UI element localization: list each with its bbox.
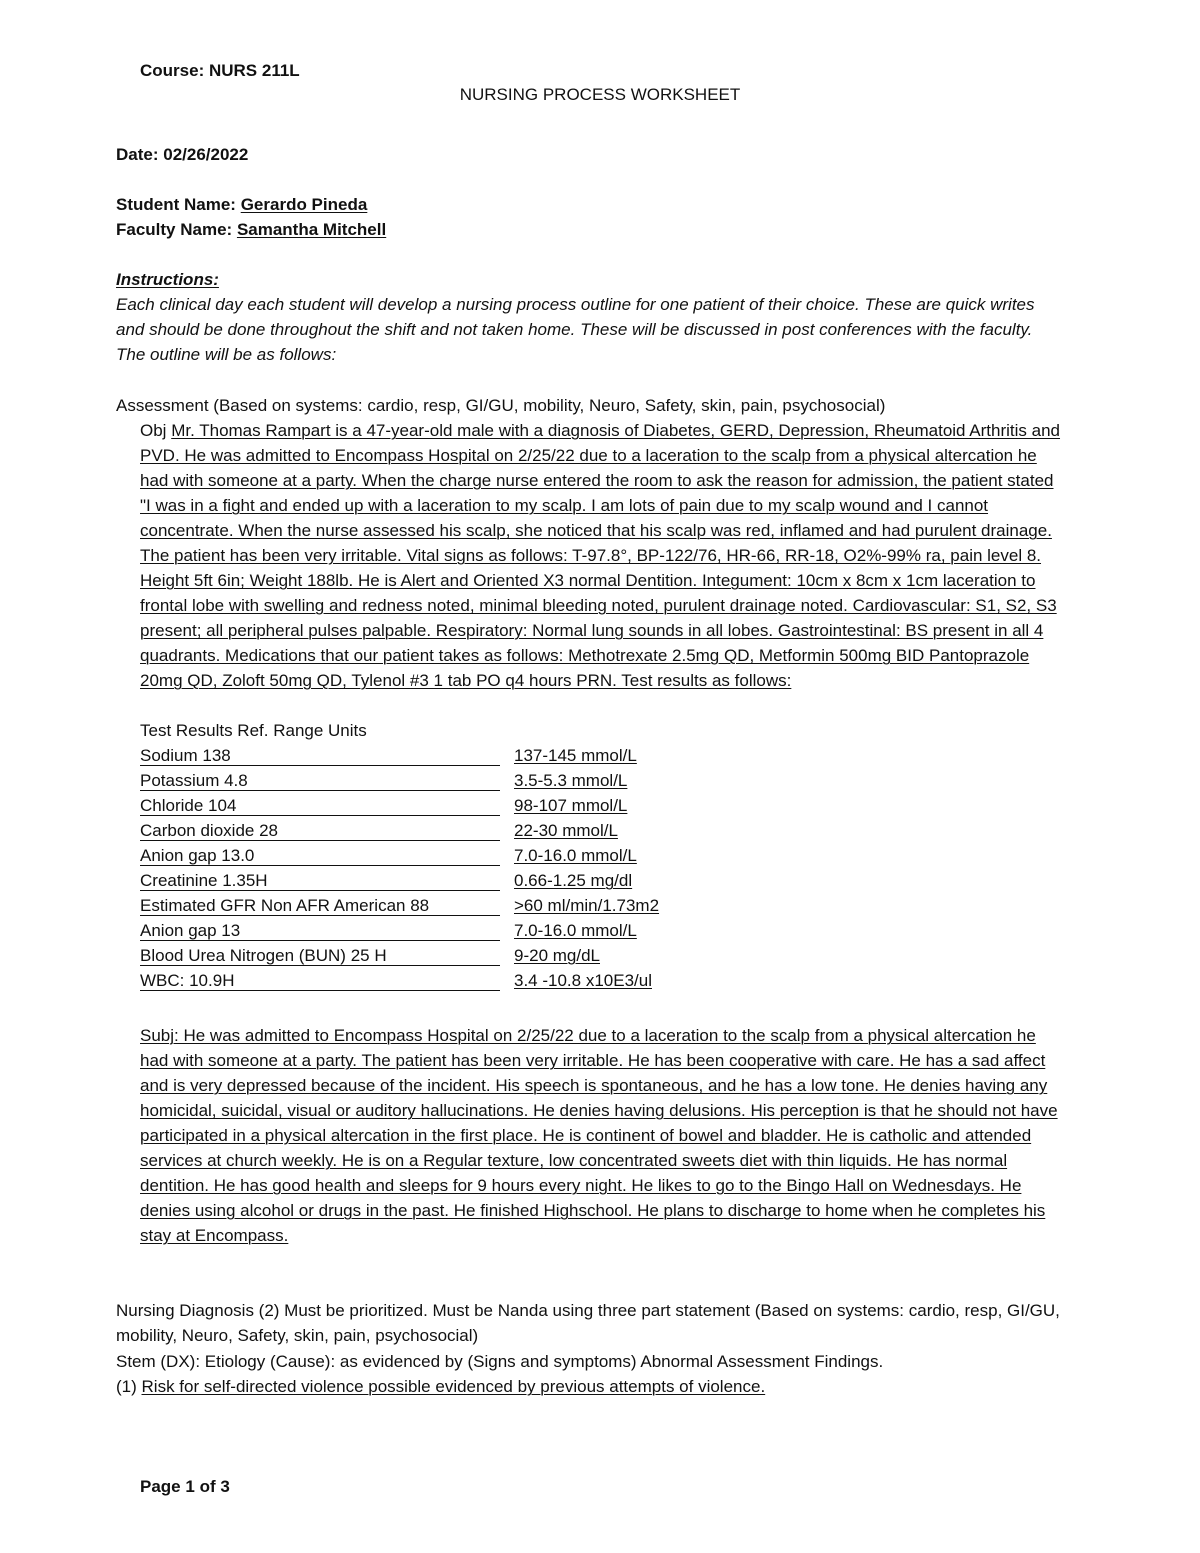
lab-range: 0.66-1.25 mg/dl xyxy=(514,871,633,890)
faculty-name-line xyxy=(116,217,386,242)
lab-range: 22-30 mmol/L xyxy=(514,821,618,840)
faculty-label: Faculty Name: xyxy=(116,220,233,239)
student-label: Student Name: xyxy=(116,195,236,214)
lab-test: Sodium 138 xyxy=(140,743,500,766)
lab-range: 3.5-5.3 mmol/L xyxy=(514,771,628,790)
footer-of: of xyxy=(199,1477,216,1496)
lab-row xyxy=(140,893,700,918)
lab-range: >60 ml/min/1.73m2 xyxy=(514,896,660,915)
diagnosis-item-text: Risk for self-directed violence possible evidenced by previous attempts of violence. xyxy=(141,1377,766,1396)
page-title: NURSING PROCESS WORKSHEET xyxy=(459,85,741,104)
lab-test: Blood Urea Nitrogen (BUN) 25 H xyxy=(140,943,500,966)
diagnosis-item-number: (1) xyxy=(116,1377,137,1396)
lab-range: 7.0-16.0 mmol/L xyxy=(514,846,637,865)
instructions-heading: Instructions: xyxy=(116,270,219,289)
footer-page-total: 3 xyxy=(220,1477,230,1496)
footer-page-label: Page xyxy=(140,1477,181,1496)
diagnosis-stem: Stem (DX): Etiology (Cause): as evidenced by (Signs and symptoms) Abnormal Assessment Findings. xyxy=(116,1352,884,1371)
lab-row xyxy=(140,793,700,818)
lab-test: Creatinine 1.35H xyxy=(140,868,500,891)
lab-range: 3.4 -10.8 x10E3/ul xyxy=(514,971,652,990)
lab-test: Estimated GFR Non AFR American 88 xyxy=(140,893,500,916)
lab-range: 98-107 mmol/L xyxy=(514,796,628,815)
lab-row xyxy=(140,843,700,868)
lab-test: Carbon dioxide 28 xyxy=(140,818,500,841)
course-line xyxy=(140,58,300,83)
student-name-line xyxy=(116,192,367,217)
page-footer xyxy=(140,1474,230,1499)
lab-range: 137-145 mmol/L xyxy=(514,746,637,765)
objective-section xyxy=(140,418,1060,693)
instructions-body: Each clinical day each student will develop a nursing process outline for one patient of their choice. These are quick writes and should be done throughout the shift and not taken home. These will be discussed in post conferences with the faculty. The outline will be as follows: xyxy=(116,295,1035,364)
diagnosis-item xyxy=(116,1374,1066,1399)
lab-header-row xyxy=(140,718,700,743)
objective-label: Obj xyxy=(140,421,167,440)
lab-range: 7.0-16.0 mmol/L xyxy=(514,921,637,940)
date-label: Date: xyxy=(116,145,159,164)
student-name: Gerardo Pineda xyxy=(240,195,368,214)
lab-row xyxy=(140,768,700,793)
lab-test: Potassium 4.8 xyxy=(140,768,500,791)
lab-results-table xyxy=(140,718,700,993)
lab-row xyxy=(140,743,700,768)
lab-row xyxy=(140,943,700,968)
objective-text: Mr. Thomas Rampart is a 47-year-old male with a diagnosis of Diabetes, GERD, Depression, Rheumatoid Arthritis and PVD. He was admitted to Encompass Hospital on 2/25/22 due to a laceration to the scalp from a physical altercation he had with someone at a party. When the charge nurse entered the room to ask the reason for admission, the patient stated "I was in a fight and ended up with a laceration to my scalp. I am lots of pain due to my scalp wound and I cannot concentrate. When the nurse assessed his scalp, she noticed that his scalp was red, inflamed and had purulent drainage. The patient has been very irritable. Vital signs as follows: T-97.8°, BP-122/76, HR-66, RR-18, O2%-99% ra, pain level 8. Height 5ft 6in; Weight 188lb. He is Alert and Oriented X3 normal Dentition. Integument: 10cm x 8cm x 1cm laceration to frontal lobe with swelling and redness noted, minimal bleeding noted, purulent drainage noted. Cardiovascular: S1, S2, S3 present; all peripheral pulses palpable. Respiratory: Normal lung sounds in all lobes. Gastrointestinal: BS present in all 4 quadrants. Medications that our patient takes as follows: Methotrexate 2.5mg QD, Metformin 500mg BID Pantoprazole 20mg QD, Zoloft 50mg QD, Tylenol #3 1 tab PO q4 hours PRN. Test results as follows: xyxy=(140,421,1061,690)
lab-row xyxy=(140,868,700,893)
lab-row xyxy=(140,818,700,843)
lab-test: Anion gap 13 xyxy=(140,918,500,941)
lab-test: Chloride 104 xyxy=(140,793,500,816)
lab-test: Anion gap 13.0 xyxy=(140,843,500,866)
course-label: Course: xyxy=(140,61,205,80)
course-value: NURS 211L xyxy=(208,61,300,80)
lab-rows xyxy=(140,743,700,993)
faculty-name: Samantha Mitchell xyxy=(236,220,387,239)
date-line xyxy=(116,142,248,167)
subjective-text: Subj: He was admitted to Encompass Hospital on 2/25/22 due to a laceration to the scalp from a physical altercation he had with someone at a party. The patient has been very irritable. He has been cooperative with care. He has a sad affect and is very depressed because of the incident. His speech is spontaneous, and he has a low tone. He denies having any homicidal, suicidal, visual or auditory hallucinations. He denies having delusions. His perception is that he should not have participated in a physical altercation in the first place. He is continent of bowel and bladder. He is catholic and attended services at church weekly. He is on a Regular texture, low concentrated sweets diet with thin liquids. He has normal dentition. He has good health and sleeps for 9 hours every night. He likes to go to the Bingo Hall on Wednesdays. He denies using alcohol or drugs in the past. He finished Highschool. He plans to discharge to home when he completes his stay at Encompass. xyxy=(140,1026,1058,1245)
lab-header: Test Results Ref. Range Units xyxy=(140,721,367,740)
lab-row xyxy=(140,918,700,943)
footer-page-current: 1 xyxy=(185,1477,195,1496)
assessment-heading: Assessment (Based on systems: cardio, resp, GI/GU, mobility, Neuro, Safety, skin, pain, psychosocial) xyxy=(116,396,886,415)
date-value: 02/26/2022 xyxy=(163,145,249,164)
lab-row xyxy=(140,968,700,993)
lab-range: 9-20 mg/dL xyxy=(514,946,600,965)
lab-test: WBC: 10.9H xyxy=(140,968,500,991)
diagnosis-heading: Nursing Diagnosis (2) Must be prioritized. Must be Nanda using three part statement (Based on systems: cardio, resp, GI/GU, mobility, Neuro, Safety, skin, pain, psychosocial) xyxy=(116,1301,1060,1345)
